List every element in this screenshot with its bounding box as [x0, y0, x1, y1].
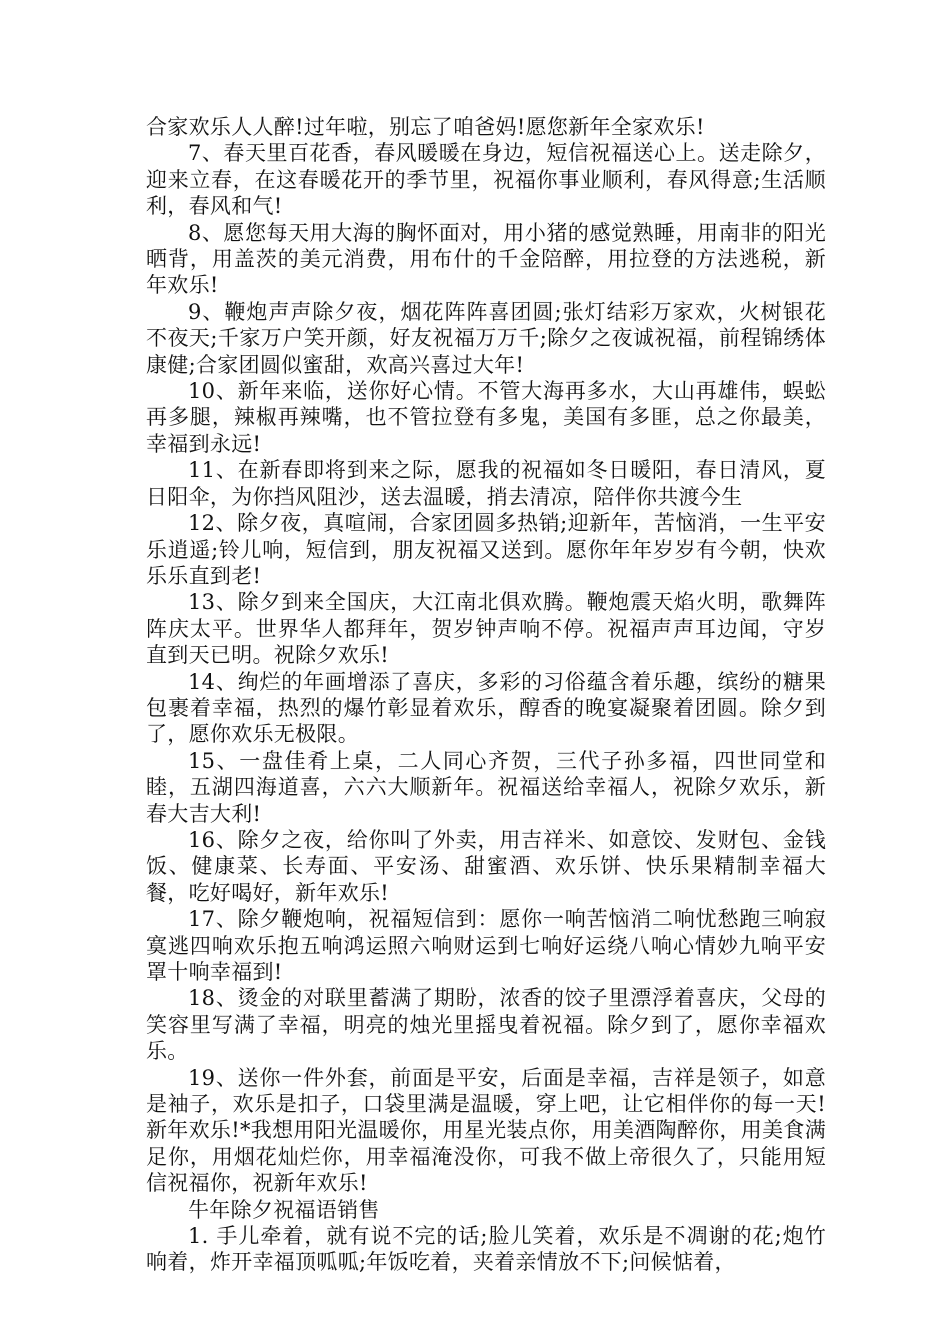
- paragraph-continuation: 合家欢乐人人醉!过年啦，别忘了咱爸妈!愿您新年全家欢乐!: [146, 115, 705, 139]
- paragraph-item-7: 7、春天里百花香，春风暖暖在身边，短信祝福送心上。送走除夕，迎来立春，在这春暖花开的季节里，祝福你事业顺利，春风得意;生活顺利，春风和气!: [146, 141, 826, 219]
- paragraph-item-15: 15、一盘佳肴上桌，二人同心齐贺，三代子孙多福，四世同堂和睦，五湖四海道喜，六六大顺新年。祝福送给幸福人，祝除夕欢乐，新春大吉大利!: [146, 748, 826, 826]
- paragraph-item-13: 13、除夕到来全国庆，大江南北俱欢腾。鞭炮震天焰火明，歌舞阵阵庆太平。世界华人都拜年，贺岁钟声响不停。祝福声声耳边闻，守岁直到天已明。祝除夕欢乐!: [146, 590, 826, 668]
- paragraph-item-12: 12、除夕夜，真喧闹，合家团圆多热销;迎新年，苦恼消，一生平安乐逍遥;铃儿响，短信到，朋友祝福又送到。愿你年年岁岁有今朝，快欢乐乐直到老!: [146, 511, 826, 588]
- paragraph-item-10: 10、新年来临，送你好心情。不管大海再多水，大山再雄伟，蜈蚣再多腿，辣椒再辣嘴，也不管拉登有多鬼，美国有多匪，总之你最美，幸福到永远!: [146, 379, 826, 456]
- paragraph-item-16: 16、除夕之夜，给你叫了外卖，用吉祥米、如意饺、发财包、金钱饭、健康菜、长寿面、平安汤、甜蜜酒、欢乐饼、快乐果精制幸福大餐，吃好喝好，新年欢乐!: [146, 827, 826, 905]
- paragraph-item-11: 11、在新春即将到来之际，愿我的祝福如冬日暖阳，春日清风，夏日阳伞，为你挡风阻沙，送去温暖，捎去清凉，陪伴你共渡今生: [146, 458, 826, 509]
- document-body: [146, 114, 826, 1276]
- paragraph-item-14: 14、绚烂的年画增添了喜庆，多彩的习俗蕴含着乐趣，缤纷的糖果包裹着幸福，热烈的爆竹彰显着欢乐，醇香的晚宴凝聚着团圆。除夕到了，愿你欢乐无极限。: [146, 669, 826, 747]
- section-heading: 牛年除夕祝福语销售: [188, 1197, 380, 1222]
- paragraph-item-8: 8、愿您每天用大海的胸怀面对，用小猪的感觉熟睡，用南非的阳光晒背，用盖茨的美元消费，用布什的千金陪醉，用拉登的方法逃税，新年欢乐!: [146, 220, 826, 298]
- paragraph-item-19: 19、送你一件外套，前面是平安，后面是幸福，吉祥是领子，如意是袖子，欢乐是扣子，口袋里满是温暖，穿上吧，让它相伴你的每一天!新年欢乐!*我想用阳光温暖你，用星光装点你，用美酒陶醉你，用美食满足你，用烟花灿烂你，用幸福淹没你，可我不做上帝很久了，只能用短信祝福你，祝新年欢乐!: [146, 1065, 826, 1196]
- paragraph-item-9: 9、鞭炮声声除夕夜，烟花阵阵喜团圆;张灯结彩万家欢，火树银花不夜天;千家万户笑开颜，好友祝福万万千;除夕之夜诚祝福，前程锦绣体康健;合家团圆似蜜甜，欢高兴喜过大年!: [146, 299, 826, 377]
- paragraph-item-1: 1. 手儿牵着，就有说不完的话;脸儿笑着，欢乐是不凋谢的花;炮竹响着，炸开幸福顶呱呱;年饭吃着，夹着亲情放不下;问候惦着，: [146, 1224, 826, 1275]
- paragraph-item-18: 18、烫金的对联里蓄满了期盼，浓香的饺子里漂浮着喜庆，父母的笑容里写满了幸福，明亮的烛光里摇曳着祝福。除夕到了，愿你幸福欢乐。: [146, 986, 826, 1064]
- paragraph-item-17: 17、除夕鞭炮响，祝福短信到：愿你一响苦恼消二响忧愁跑三响寂寞逃四响欢乐抱五响鸿运照六响财运到七响好运绕八响心情妙九响平安罩十响幸福到!: [146, 907, 826, 984]
